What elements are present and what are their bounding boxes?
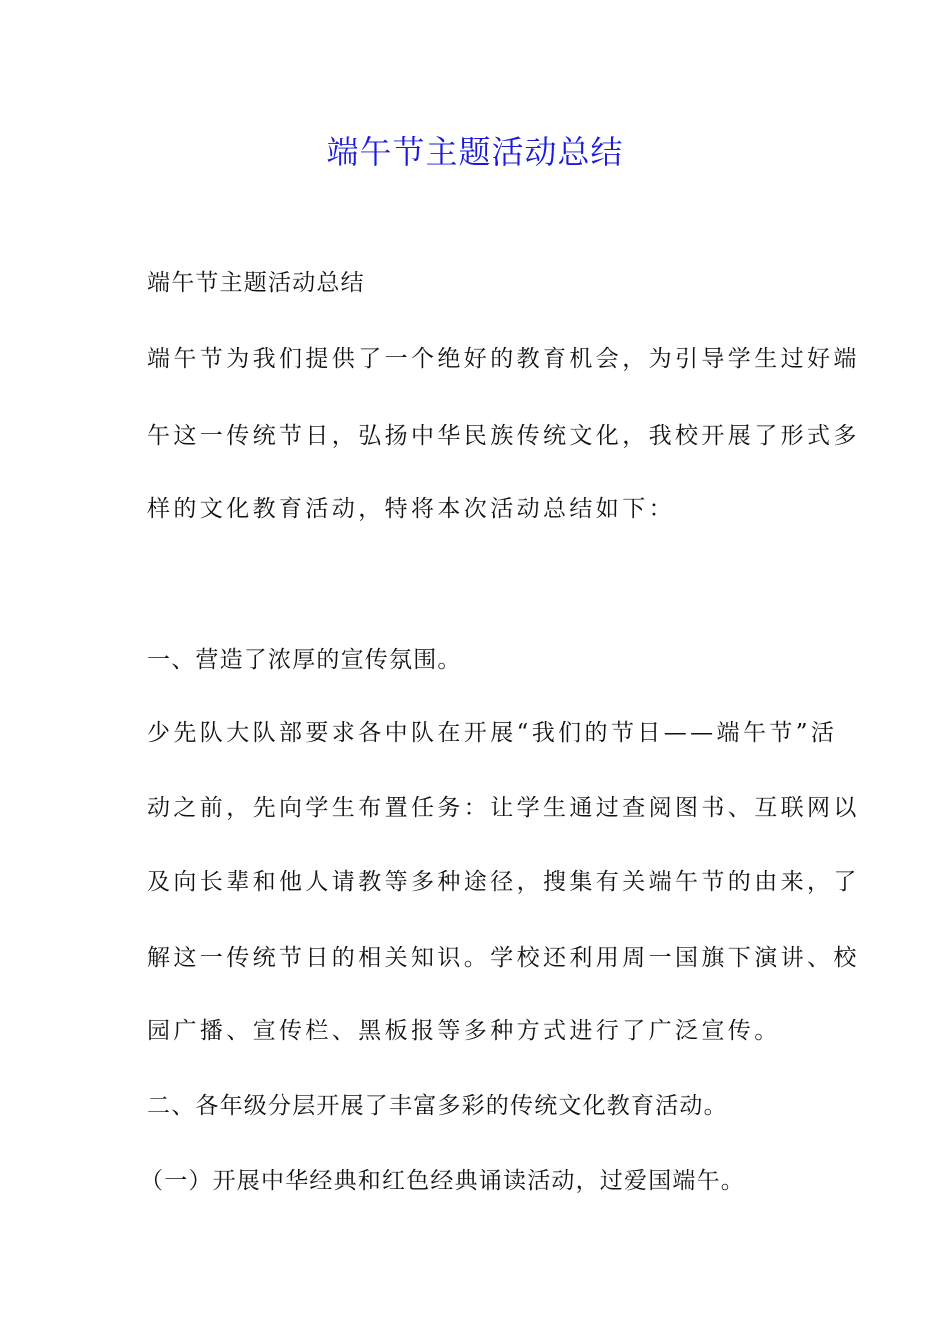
section-line: 动之前，先向学生布置任务：让学生通过查阅图书、互联网以 (147, 795, 860, 821)
document-subtitle: 端午节主题活动总结 (147, 270, 365, 296)
intro-line: 样的文化教育活动，特将本次活动总结如下： (147, 496, 675, 522)
section-heading: 二、各年级分层开展了丰富多彩的传统文化教育活动。 (147, 1093, 728, 1119)
subsection-heading: （一）开展中华经典和红色经典诵读活动，过爱国端午。 (140, 1168, 745, 1194)
intro-line: 午这一传统节日，弘扬中华民族传统文化，我校开展了形式多 (147, 423, 860, 449)
section-line: 园广播、宣传栏、黑板报等多种方式进行了广泛宣传。 (147, 1018, 781, 1044)
intro-line: 端午节为我们提供了一个绝好的教育机会，为引导学生过好端 (147, 346, 860, 372)
section-heading: 一、营造了浓厚的宣传氛围。 (147, 647, 462, 673)
section-line: 少先队大队部要求各中队在开展“我们的节日——端午节”活 (147, 720, 838, 746)
document-title: 端午节主题活动总结 (326, 133, 624, 171)
section-line: 及向长辈和他人请教等多种途径，搜集有关端午节的由来，了 (147, 869, 860, 895)
section-line: 解这一传统节日的相关知识。学校还利用周一国旗下演讲、校 (147, 945, 860, 971)
